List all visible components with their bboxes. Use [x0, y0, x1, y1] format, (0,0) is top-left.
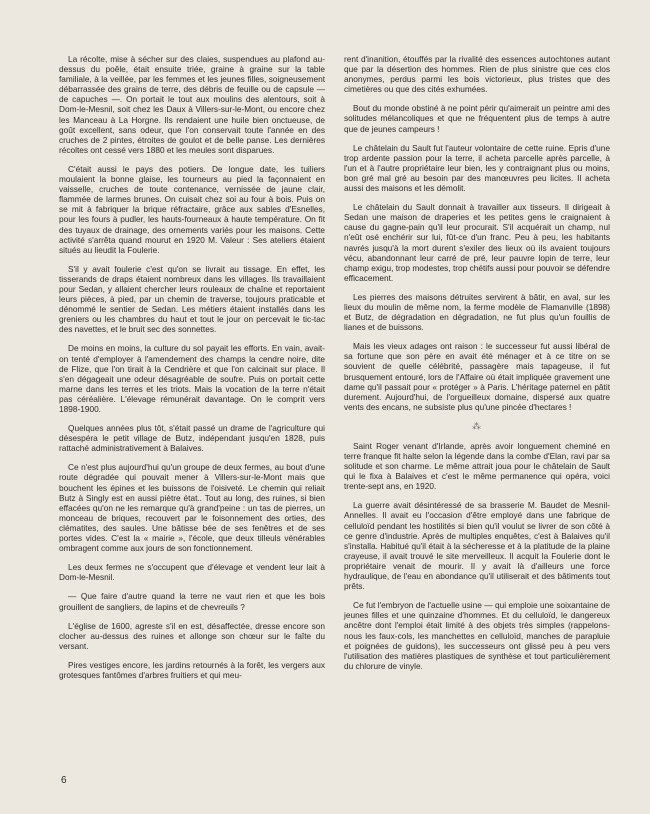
paragraph: La récolte, mise à sécher sur des claies, suspendues au plafond au-dessus du poêle, était ensuite triée, graine à graine sur la table familiale, à la veillée, par les femmes et les jeunes filles, soigneusement débarrassée des grains de terre, des débris de feuille ou de capsule — de capuches —. On portait le tout aux moulins des alentours, soit à Dom-le-Mesnil, soit chez les Daux à Villers-sur-le-Mont, ou encore chez les Manceau à La Horgne. Ils rendaient une huile bien onctueuse, de goût excellent, sans odeur, que l'on conservait toute l'année en des cruches de 2 pintes, étroites de goulot et de belle panse. Les dernières récoltes ont cessé vers 1880 et les meules sont disparues. [59, 54, 325, 155]
paragraph: — Que faire d'autre quand la terre ne vaut rien et que les bois grouillent de sangliers, de lapins et de chevreuils ? [59, 591, 325, 612]
paragraph: De moins en moins, la culture du sol payait les efforts. En vain, avait-on tenté d'employer à l'amendement des champs la cendre noire, dite de Flize, que l'on tirait à la Cendrière et que l'on calcinait sur place. Il s'en dégageait une odeur désagréable de soufre. Puis on portait cette marne dans les terres et les triots. Mais la vocation de la terre n'était pas céréalière. L'élevage rémunérait davantage. On le comprit vers 1898-1900. [59, 343, 325, 414]
paragraph: Ce n'est plus aujourd'hui qu'un groupe de deux fermes, au bout d'une route dégradée qui pouvait mener à Villers-sur-le-Mont mais que bouchent les épines et les buissons de l'oisiveté. Le chemin qui reliait Butz à Singly est en aussi piètre état.. Tout au long, des ruines, si bien effacées qu'on ne les remarque qu'à grand'peine : un tas de pierres, un monceau de briques, recouvert par le foisonnement des orties, des clématites, des saules. Une bâtisse bée de ses fenêtres et de ses portes vides. C'est la « mairie », l'école, que deux tilleuls vénérables ombragent comme aux jours de son fonctionnement. [59, 462, 325, 554]
paragraph: C'était aussi le pays des potiers. De longue date, les tuiliers moulaient la bonne glaise, les tourneurs au pied la façonnaient en vaisselle, cruches de toute contenance, vernissée de jaune clair, flammée de larmes brunes. On cuisait chez soi au four à bois. Puis on se mit à fabriquer la brique réfractaire, grâce aux sables d'Esnelles, pour les fours à pudler, les hauts-fourneaux à haute température. On fit des tuyaux de drainage, des ornements variés pour les maisons. Cette activité s'arrêta quand mourut en 1920 M. Valeur : Ses ateliers étaient situés au lieudit la Foulerie. [59, 163, 325, 255]
paragraph: rent d'inanition, étouffés par la rivalité des essences autochtones autant que par la désertion des hommes. Rien de plus sinistre que ces clos anonymes, perdus parmi les bois victorieux, plus tristes que des cimetières ou que des cités exhumées. [344, 54, 610, 95]
right-column [344, 54, 610, 680]
paragraph: S'il y avait foulerie c'est qu'on se livrait au tissage. En effet, les tisserands de draps étaient nombreux dans les villages. Ils travaillaient pour Sedan, y allaient chercher leurs rouleaux de chaîne et reportaient leurs pièces, à pied, par un chemin de traverse, toujours praticable et dénommé le sentier de Sedan. Les métiers étaient installés dans les greniers ou les chambres du haut et tout le jour on percevait le tic-tac des navettes, et le bruit sec des sonnettes. [59, 263, 325, 335]
paragraph: Les deux fermes ne s'occupent que d'élevage et vendent leur lait à Dom-le-Mesnil. [59, 562, 325, 583]
paragraph: Pires vestiges encore, les jardins retournés à la forêt, les vergers aux grotesques fantômes d'arbres fruitiers et qui meu- [59, 659, 325, 680]
paragraph: Saint Roger venant d'Irlande, après avoir longuement cheminé en terre franque fit halte selon la légende dans la combe d'Elan, ravi par sa solitude et son charme. Le même attrait joua pour le châtelain de Sault qui le fixa à Balaives et c'est le même permanence qui opéra, voici trente-sept ans, en 1920. [344, 440, 610, 492]
paragraph: L'église de 1600, agreste s'il en est, désaffectée, dresse encore son clocher au-dessus des ruines et allonge son chœur sur le faîte du versant. [59, 620, 325, 651]
paragraph: Ce fut l'embryon de l'actuelle usine — qui emploie une soixantaine de jeunes filles et une quinzaine d'hommes. Et du celluloïd, le dangereux ancêtre dont l'emploi était limité à des objets très simples (rappelons-nous les faux-cols, les manchettes en celluloïd, manches de parapluie et poignées de guidons), les successeurs ont glissé peu à peu vers l'utilisation des matières plastiques de synthèse et tout particulièrement du chlorure de vinyle. [344, 600, 610, 671]
paragraph: Mais les vieux adages ont raison : le successeur fut aussi libéral de sa fortune que son père en avait été ménager et à ce titre on se souvient de quelle célébrité, passagère mais tapageuse, il fut brusquement entouré, lors de l'Affaire où était impliquée gravement une dame qu'il passait pour « protéger » à Paris. L'héritage paternel en pâtit durement. Aujourd'hui, de l'orgueilleux domaine, dispersé aux quatre vents des encans, ne subsiste plus qu'une pincée d'hectares ! [344, 341, 610, 412]
paragraph: Le châtelain du Sault fut l'auteur volontaire de cette ruine. Epris d'une trop ardente passion pour la terre, il acheta parcelle après parcelle, à l'un et à l'autre propriétaire leur bien, les y contraignant plus ou moins, bon gré mal gré au besoin par des manœuvres peu licites. Il acheta aussi des maisons et les démolit. [344, 142, 610, 194]
paragraph: Les pierres des maisons détruites servirent à bâtir, en aval, sur les lieux du moulin de même nom, la ferme modèle de Flamanville (1898) et Butz, de dégradation en dégradation, ne fut plus qu'un fouillis de lianes et de buissons. [344, 291, 610, 333]
section-separator: ⁂ [472, 420, 482, 431]
paragraph: La guerre avait désintéressé de sa brasserie M. Baudet de Mesnil-Annelles. Il avait eu l'occasion d'être employé dans une fabrique de celluloïd pendant les hostilités si bien qu'il voulut se livrer de son côté à ce genre d'industrie. Après de multiples enquêtes, c'est à Balaives qu'il s'installa. Habitué qu'il était à la sécheresse et à la platitude de la plaine crayeuse, il avait trouvé le site merveilleux. Il acquit la Foulerie dont le propriétaire venait de mourir. Il y avait là d'ailleurs une force hydraulique, de l'eau en abondance qu'il utiliserait et des bâtiments tout prêts. [344, 500, 610, 592]
paragraph: Le châtelain du Sault donnait à travailler aux tisseurs. Il dirigeait à Sedan une maison de draperies et les petites gens le craignaient à cause du gagne-pain qu'il leur procurait. S'il acquérait un champ, nul n'eût osé enchérir sur lui, fût-ce d'un franc. Peu à peu, les habitants navrés jusqu'à la mort durent s'exiler des lieux où ils avaient toujours vécu, abandonnant leur carré de pré, leur pauvre lopin de terre, leur champ exigu, trop modestes, trop chétifs aussi pour pouvoir se défendre efficacement. [344, 202, 610, 283]
left-column [59, 54, 325, 689]
paragraph: Bout du monde obstiné à ne point périr qu'aimerait un peintre ami des solitudes mélancoliques et que ne fréquentent plus de temps à autre que de jeunes campeurs ! [344, 103, 610, 134]
paragraph: Quelques années plus tôt, s'était passé un drame de l'agriculture qui désespéra le petit village de Butz, indépendant jusqu'en 1828, puis rattaché administrativement à Balaives. [59, 423, 325, 454]
page-number: 6 [61, 775, 67, 786]
